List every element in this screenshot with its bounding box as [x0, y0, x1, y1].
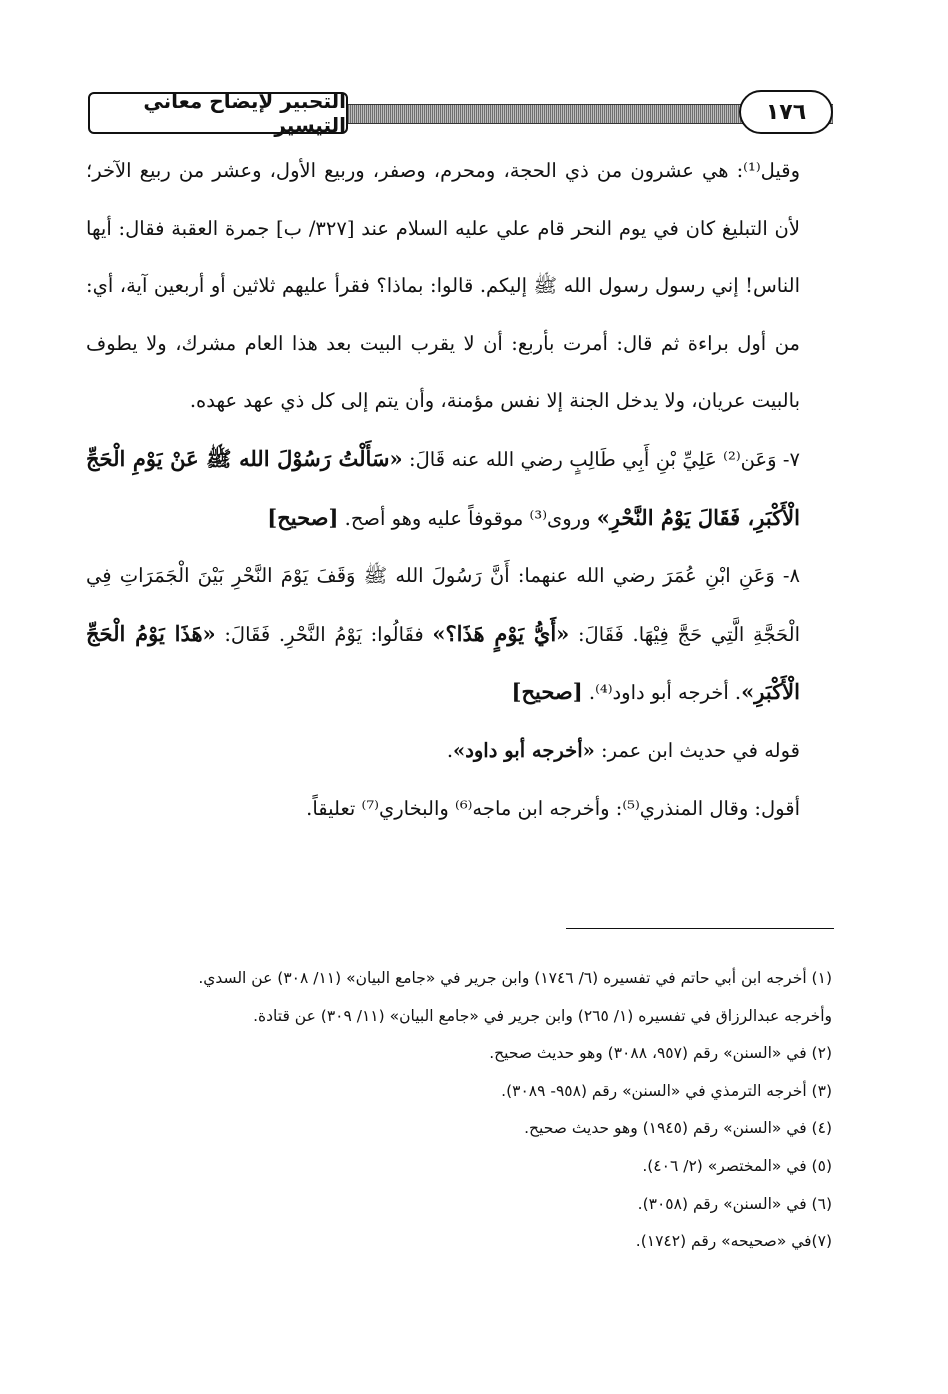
hadith-8-answer: فقَالُوا: يَوْمُ النَّحْرِ. فَقَالَ: — [215, 622, 433, 646]
footnote-1: (١) أخرجه ابن أبي حاتم في تفسيره (٦/ ١٧٤٦) وابن جرير في «جامع البيان» (١١/ ٣٠٨) عن السدي. — [198, 969, 832, 987]
footnote-6: (٦) في «السنن» رقم (٣٠٥٨). — [637, 1194, 832, 1213]
footnote-4: (٤) في «السنن» رقم (١٩٤٥) وهو حديث صحيح. — [524, 1119, 832, 1138]
footnote-1-cont: وأخرجه عبدالرزاق في تفسيره (١/ ٢٦٥) وابن جرير في «جامع البيان» (١١/ ٣٠٩) عن قتادة. — [253, 1006, 832, 1025]
hadith-8-narrative: ٨- وَعَنِ ابْنِ عُمَرَ رضي الله عنهما: أَنَّ رَسُولَ الله ﷺ وَقَفَ يَوْمَ النَّحْرِ بَيْنَ الْجَمَرَاتِ فِي الْحَجَّةِ الَّتِي حَجَّ فِيْهَا. فَقَالَ: — [86, 564, 800, 646]
footnote-3: (٣) أخرجه الترمذي في «السنن» رقم (٩٥٨- ٣٠٨٩). — [501, 1081, 832, 1100]
page-number: ١٧٦ — [739, 90, 833, 134]
hadith-7-note: وروى⁽³⁾ موقوفاً عليه وهو أصح. — [338, 506, 597, 530]
hadith-8-statement: «هَذَا يَوْمُ الْحَجِّ الْأَكْبَرِ» — [86, 620, 800, 705]
footnote-5: (٥) في «المختصر» (٢/ ٤٠٦). — [642, 1156, 832, 1175]
footnote-separator — [566, 928, 834, 929]
hadith-7-quote: «سَأَلْتُ رَسُوْلَ الله ﷺ عَنْ يَوْمِ الْحَجِّ الْأَكْبَرِ، فَقَالَ يَوْمُ النَّحْرِ» — [86, 445, 800, 530]
commentary-quote: «أخرجه أبو داود» — [453, 738, 595, 762]
hadith-8-question: «أَيُّ يَوْمٍ هَذَا؟» — [432, 620, 570, 646]
commentary-end: . — [446, 738, 454, 762]
commentary-heading — [86, 722, 834, 780]
page-header — [88, 90, 833, 136]
footnote-7: (٧)في «صحيحه» رقم (١٧٤٢). — [635, 1232, 832, 1251]
main-text — [86, 142, 834, 837]
hadith-7 — [86, 430, 834, 547]
hadith-8-grade: [صحيح] — [511, 679, 583, 705]
running-title: التحبير لإيضاح معاني التيسير — [88, 92, 348, 134]
commentary-lead: قوله في حديث ابن عمر: — [594, 738, 800, 762]
hadith-8-source: . أخرجه أبو داود⁽⁴⁾. — [582, 681, 742, 705]
hadith-7-grade: [صحيح] — [267, 504, 339, 530]
hadith-7-narrator: ٧- وَعَن⁽²⁾ عَلِيِّ بْنِ أَبِي طَالِبٍ رضي الله عنه قَالَ: — [402, 447, 800, 471]
footnote-2: (٢) في «السنن» رقم (٩٥٧، ٣٠٨٨) وهو حديث صحيح. — [489, 1044, 832, 1063]
footnotes — [86, 960, 832, 1261]
commentary-text: أقول: وقال المنذري⁽⁵⁾: وأخرجه ابن ماجه⁽⁶⁾ والبخاري⁽⁷⁾ تعليقاً. — [306, 796, 800, 820]
paragraph-opinion: وقيل⁽¹⁾: هي عشرون من ذي الحجة، ومحرم، وصفر، وربيع الأول، وعشر من ربيع الآخر؛ لأن التبليغ كان في يوم النحر قام علي عليه السلام عند [٣٢٧/ ب] جمرة العقبة فقال: أيها الناس! إني رسول رسول الله ﷺ إليكم. قالوا: بماذا؟ فقرأ عليهم ثلاثين أو أربعين آية، أي: من أول براءة ثم قال: أمرت بأربع: أن لا يقرب البيت بعد هذا العام مشرك، ولا يطوف بالبيت عريان، ولا يدخل الجنة إلا نفس مؤمنة، وأن يتم إلى كل ذي عهد عهده. — [86, 159, 800, 413]
hadith-8 — [86, 547, 834, 722]
